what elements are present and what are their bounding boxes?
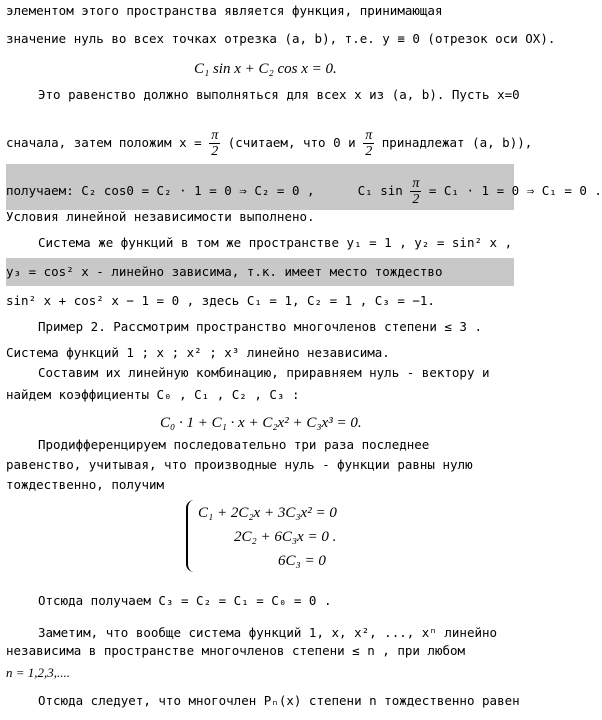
- fraction-pi-over-2: $\frac{\pi}{2}$: [412, 176, 420, 207]
- fraction-pi-over-2: $\frac{\pi}{2}$: [211, 128, 219, 159]
- text-line: элементом этого пространства является функция, принимающая: [6, 3, 443, 18]
- text-line: y₃ = cos² x - линейно зависима, т.к. имеет место тождество: [6, 264, 443, 279]
- formula: C₀ · 1 + C₁ · x + C₂x² + C₃x³ = 0.: [160, 415, 362, 431]
- text-line: Заметим, что вообще система функций 1, x, x², ..., xⁿ линейно: [38, 625, 498, 640]
- text-fragment: сначала, затем положим x =: [6, 135, 202, 150]
- text-line: Это равенство должно выполняться для всех x из (a, b). Пусть x=0: [38, 87, 520, 102]
- text-line: Отсюда следует, что многочлен Pₙ(x) степени n тождественно равен: [38, 693, 520, 708]
- text-fragment: принадлежат (a, b)),: [381, 135, 533, 150]
- text-line: независима в пространстве многочленов степени ≤ n , при любом: [6, 643, 466, 658]
- fraction-pi-over-2: $\frac{\pi}{2}$: [365, 128, 373, 159]
- formula-c1-result: = C₁ · 1 = 0 ⇒ C₁ = 0 .: [428, 183, 602, 198]
- system-brace: [186, 500, 196, 572]
- text-line: равенство, учитывая, что производные нуль - функции равны нулю: [6, 457, 473, 472]
- text-line: Условия линейной независимости выполнено.: [6, 209, 315, 224]
- text-line: значение нуль во всех точках отрезка (a, b), т.е. y ≡ 0 (отрезок оси OX).: [6, 31, 556, 46]
- text-line: Система функций 1 ; x ; x² ; x³ линейно независима.: [6, 345, 390, 360]
- text-line: sin² x + cos² x − 1 = 0 , здесь C₁ = 1, C₂ = 1 , C₃ = −1.: [6, 293, 435, 308]
- text-line: Отсюда получаем C₃ = C₂ = C₁ = C₀ = 0 .: [38, 593, 332, 608]
- text-fragment: (считаем, что 0 и: [227, 135, 356, 150]
- system-equation: 2C₂ + 6C₃x = 0 .: [234, 529, 337, 545]
- formula-c1: C₁ sin: [357, 183, 403, 198]
- text-line: n = 1,2,3,....: [6, 665, 71, 680]
- text-line: Пример 2. Рассмотрим пространство многочленов степени ≤ 3 .: [38, 319, 483, 334]
- text-line: Составим их линейную комбинацию, приравняем нуль - вектору и: [38, 365, 490, 380]
- text-line: Продифференцируем последовательно три раза последнее: [38, 437, 430, 452]
- highlighted-formula: [6, 176, 602, 207]
- system-equation: C₁ + 2C₂x + 3C₃x² = 0: [198, 505, 337, 521]
- text-line: [6, 128, 532, 159]
- text-line: найдем коэффициенты C₀ , C₁ , C₂ , C₃ :: [6, 387, 300, 402]
- formula: C₁ sin x + C₂ cos x = 0.: [194, 61, 337, 77]
- text-line: тождественно, получим: [6, 477, 165, 492]
- system-equation: 6C₃ = 0: [278, 553, 326, 569]
- formula-c2: получаем: C₂ cos0 = C₂ · 1 = 0 ⇒ C₂ = 0 ,: [6, 183, 315, 198]
- text-line: Система же функций в том же пространстве y₁ = 1 , y₂ = sin² x ,: [38, 235, 513, 250]
